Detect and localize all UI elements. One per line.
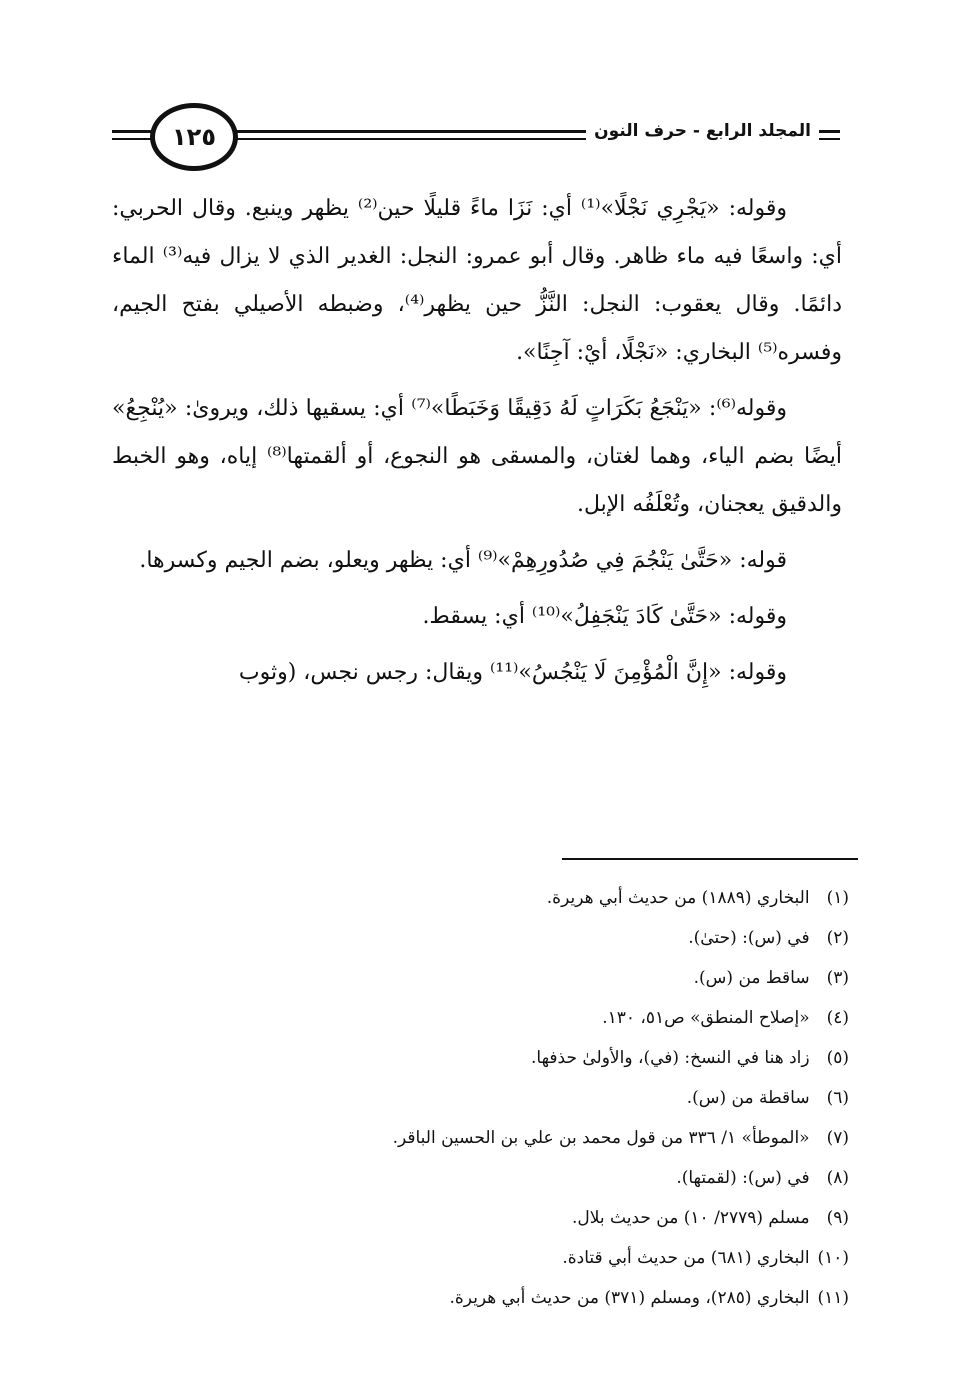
page-number: ١٢٥ xyxy=(172,123,216,151)
footnote-number: (٩) xyxy=(826,1208,849,1228)
paragraph: وقوله: «يَجْرِي نَجْلًا»⁽¹⁾ أي: نَزَا ماءً قليلًا حين⁽²⁾ يظهر وينبع. وقال الحربي: أي: واسعًا فيه ماء ظاهر. وقال أبو عمرو: النجل: الغدير الذي لا يزال فيه⁽³⁾ الماء دائمًا. وقال يعقوب: النجل: النَّزُّ حين يظهر⁽⁴⁾، وضبطه الأصيلي بفتح الجيم، وفسره⁽⁵⁾ البخاري: «نَجْلًا، أيْ: آجِنًا». xyxy=(112,196,843,365)
main-text xyxy=(112,185,842,705)
footnote-text: البخاري (٢٨٥)، ومسلم (٣٧١) من حديث أبي هريرة. xyxy=(449,1288,810,1308)
footnote-number: (٣) xyxy=(826,968,849,988)
paragraph: وقوله⁽⁶⁾: «يَنْجَعُ بَكَرَاتٍ لَهُ دَقِيقًا وَخَبَطًا»⁽⁷⁾ أي: يسقيها ذلك، ويروىٰ: «يُنْجِعُ» أيضًا بضم الياء، وهما لغتان، والمسقى هو النجوع، أو ألقمتها⁽⁸⁾ إياه، وهو الخبط والدقيق يعجنان، وتُعْلَفُه الإبل. xyxy=(112,396,842,517)
footnotes xyxy=(129,878,849,1318)
footnote-item xyxy=(129,1198,849,1238)
footnote-number: (٢) xyxy=(826,928,849,948)
footnote-text: في (س): (حتىٰ). xyxy=(688,928,810,948)
paragraph: وقوله: «إِنَّ الْمُؤْمِنَ لَا يَنْجُسُ»⁽¹¹⁾ ويقال: رجس نجس، (وثوب xyxy=(238,660,787,685)
page-number-badge xyxy=(150,103,238,171)
footnote-text: ساقط من (س). xyxy=(693,968,810,988)
footnote-item xyxy=(129,958,849,998)
footnote-text: البخاري (١٨٨٩) من حديث أبي هريرة. xyxy=(546,888,810,908)
footnote-separator xyxy=(562,858,858,860)
footnote-number: (١٠) xyxy=(817,1248,849,1268)
footnote-item xyxy=(129,998,849,1038)
running-title: المجلد الرابع - حرف النون xyxy=(586,121,819,141)
footnote-item xyxy=(129,1278,849,1318)
footnote-item xyxy=(129,878,849,918)
footnote-text: «إصلاح المنطق» ص٥١، ١٣٠. xyxy=(602,1008,810,1028)
footnote-text: «الموطأ» ١/ ٣٣٦ من قول محمد بن علي بن الحسين الباقر. xyxy=(392,1128,810,1148)
footnote-number: (٦) xyxy=(826,1088,849,1108)
header-rule-left-lower xyxy=(112,138,152,140)
footnote-item xyxy=(129,1078,849,1118)
footnote-item xyxy=(129,1238,849,1278)
footnote-number: (٤) xyxy=(826,1008,849,1028)
footnote-number: (١١) xyxy=(817,1288,849,1308)
footnote-item xyxy=(129,918,849,958)
footnote-number: (٥) xyxy=(826,1048,849,1068)
footnote-text: في (س): (لقمتها). xyxy=(676,1168,810,1188)
page-header xyxy=(0,0,954,180)
footnote-item xyxy=(129,1118,849,1158)
paragraph: وقوله: «حَتَّىٰ كَادَ يَنْجَفِلُ»⁽¹⁰⁾ أي: يسقط. xyxy=(422,604,787,629)
footnote-text: ساقطة من (س). xyxy=(686,1088,810,1108)
footnote-number: (٨) xyxy=(826,1168,849,1188)
footnote-number: (١) xyxy=(826,888,849,908)
footnote-text: البخاري (٦٨١) من حديث أبي قتادة. xyxy=(562,1248,810,1268)
footnote-item xyxy=(129,1038,849,1078)
footnote-text: زاد هنا في النسخ: (في)، والأولىٰ حذفها. xyxy=(530,1048,810,1068)
header-rule-left xyxy=(112,130,152,133)
footnote-text: مسلم (٢٧٧٩/ ١٠) من حديث بلال. xyxy=(572,1208,810,1228)
paragraph: قوله: «حَتَّىٰ يَنْجُمَ فِي صُدُورِهِمْ»⁽⁹⁾ أي: يظهر ويعلو، بضم الجيم وكسرها. xyxy=(139,548,787,573)
footnote-number: (٧) xyxy=(826,1128,849,1148)
footnote-item xyxy=(129,1158,849,1198)
